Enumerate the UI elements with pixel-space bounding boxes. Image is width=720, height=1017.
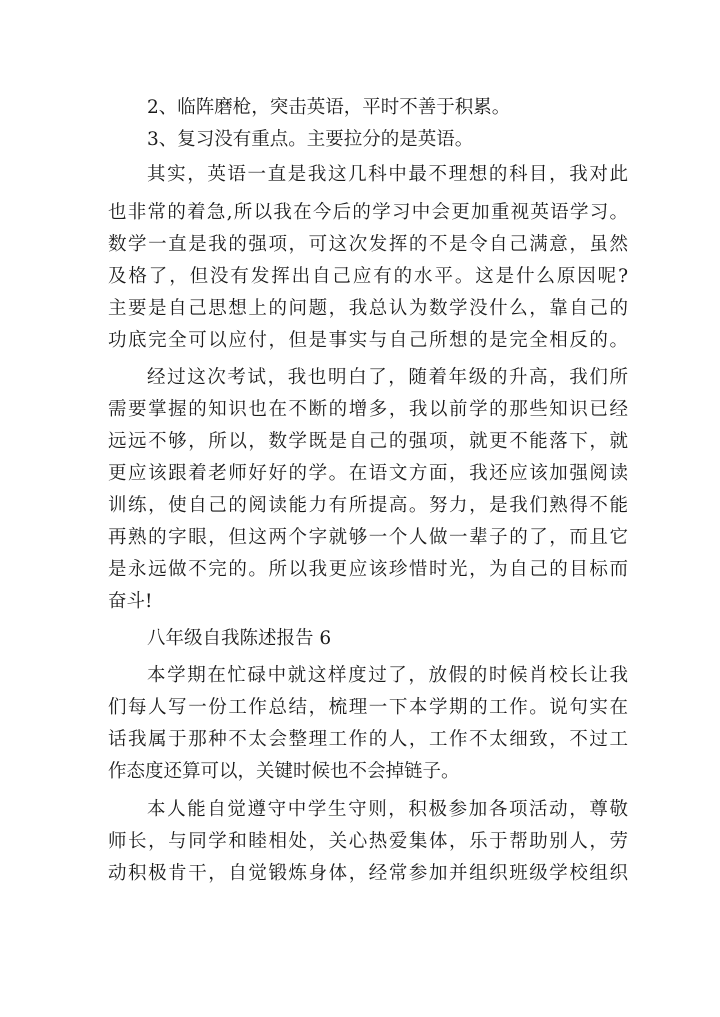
paragraph-line: 更应该跟着老师好好的学。在语文方面，我还应该加强阅读 bbox=[108, 463, 628, 484]
paragraph-line: 话我属于那种不太会整理工作的人，工作不太细致，不过工 bbox=[108, 729, 628, 750]
paragraph-line: 需要掌握的知识也在不断的增多，我以前学的那些知识已经 bbox=[108, 399, 628, 420]
paragraph-line: 数学一直是我的强项，可这次发挥的不是令自己满意，虽然 bbox=[108, 234, 628, 255]
paragraph-line: 是永远做不完的。所以我更应该珍惜时光，为自己的目标而 bbox=[108, 559, 628, 580]
paragraph-line: 动积极肯干，自觉锻炼身体，经常参加并组织班级学校组织 bbox=[108, 863, 628, 884]
paragraph-line: 及格了，但没有发挥出自己应有的水平。这是什么原因呢? bbox=[108, 266, 628, 287]
paragraph-line: 本人能自觉遵守中学生守则，积极参加各项活动，尊敬 bbox=[147, 799, 628, 820]
paragraph-line: 其实，英语一直是我这几科中最不理想的科目，我对此 bbox=[147, 164, 628, 185]
paragraph-line: 远远不够，所以，数学既是自己的强项，就更不能落下，就 bbox=[108, 431, 628, 452]
paragraph-line: 也非常的着急,所以我在今后的学习中会更加重视英语学习。 bbox=[108, 202, 628, 223]
paragraph-line: 奋斗! bbox=[108, 591, 153, 612]
section-heading: 八年级自我陈述报告 6 bbox=[147, 628, 332, 649]
paragraph-line: 作态度还算可以，关键时候也不会掉链子。 bbox=[108, 761, 460, 782]
paragraph-line: 经过这次考试，我也明白了，随着年级的升高，我们所 bbox=[147, 367, 628, 388]
list-item-3: 3、复习没有重点。主要拉分的是英语。 bbox=[147, 129, 474, 150]
paragraph-line: 们每人写一份工作总结，梳理一下本学期的工作。说句实在 bbox=[108, 697, 628, 718]
paragraph-line: 功底完全可以应付，但是事实与自己所想的是完全相反的。 bbox=[108, 330, 628, 351]
list-item-2: 2、临阵磨枪，突击英语，平时不善于积累。 bbox=[147, 97, 511, 118]
paragraph-line: 训练，使自己的阅读能力有所提高。努力，是我们熟得不能 bbox=[108, 495, 628, 516]
paragraph-line: 师长，与同学和睦相处，关心热爱集体，乐于帮助别人，劳 bbox=[108, 831, 628, 852]
paragraph-line: 主要是自己思想上的问题，我总认为数学没什么，靠自己的 bbox=[108, 298, 628, 319]
paragraph-line: 再熟的字眼，但这两个字就够一个人做一辈子的了，而且它 bbox=[108, 527, 628, 548]
paragraph-line: 本学期在忙碌中就这样度过了，放假的时候肖校长让我 bbox=[147, 665, 628, 686]
